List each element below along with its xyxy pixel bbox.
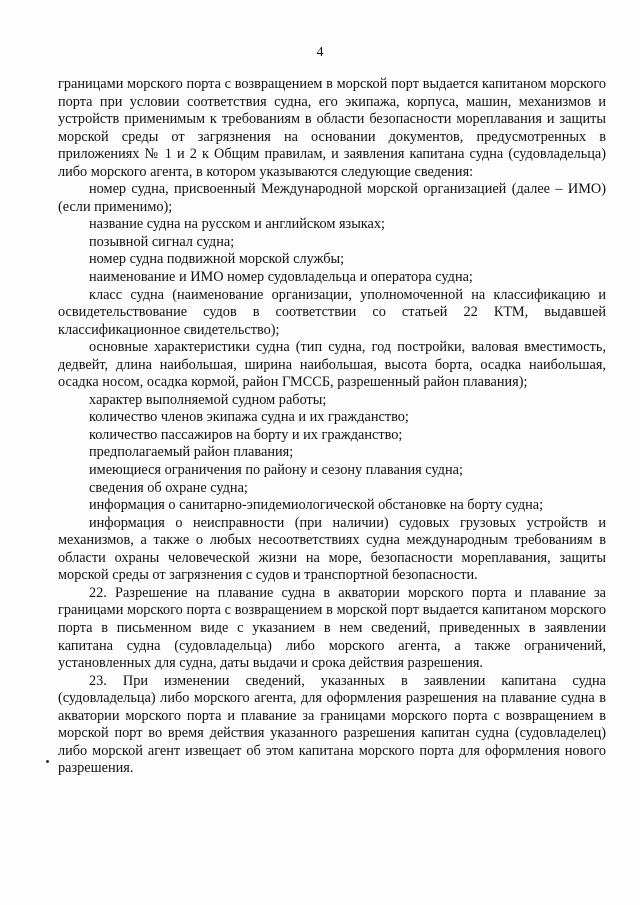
list-item-malfunctions: информация о неисправности (при наличии) судовых грузовых устройств и механизмов, а также о любых несоответствиях судна международным требованиям в области охраны человеческой жизни на море, безопасности мореплавания, защиты морской среды от загрязнения с судов и транспортной безопасности. [58, 514, 606, 584]
list-item-crew: количество членов экипажа судна и их гражданство; [89, 409, 409, 426]
list-item-sanitary: информация о санитарно-эпидемиологической обстановке на борту судна; [89, 497, 544, 514]
list-item-security: сведения об охране судна; [89, 479, 248, 496]
list-item-restrictions: имеющиеся ограничения по району и сезону плавания судна; [89, 462, 463, 479]
list-item-imo-number: номер судна, присвоенный Международной морской организацией (далее – ИМО) (если применимо); [58, 181, 606, 215]
list-item-vessel-class: класс судна (наименование организации, уполномоченной на классификацию и освидетельствование судов в соответствии со статьей 22 КТМ, выдавшей классификационное свидетельство); [58, 286, 606, 338]
list-item-mobile-service-number: номер судна подвижной морской службы; [89, 251, 345, 268]
paragraph-continuation: границами морского порта с возвращением в морской порт выдается капитаном морского порта при условии соответствия судна, его экипажа, корпуса, машин, механизмов и устройств применимым к требованиям в области безопасности мореплавания и защиты морской среды от загрязнения на основании документов, предусмотренных в приложениях № 1 и 2 к Общим правилам, и заявления капитана судна (судовладельца) либо морского агента, в котором указываются следующие сведения: [58, 76, 606, 180]
clause-22: 22. Разрешение на плавание судна в акватории морского порта и плавание за границами морского порта с возвращением в морской порт выдается капитаном морского порта в письменном виде с указанием в нем сведений, приведенных в заявлении капитана судна (судовладельца) либо морского агента, а также ограничений, установленных для судна, даты выдачи и срока действия разрешения. [58, 584, 606, 672]
list-item-owner-operator: наименование и ИМО номер судовладельца и оператора судна; [89, 269, 473, 286]
list-item-work-type: характер выполняемой судном работы; [89, 391, 327, 408]
list-item-passengers: количество пассажиров на борту и их гражданство; [89, 426, 403, 443]
page-number: 4 [316, 45, 324, 60]
clause-23: 23. При изменении сведений, указанных в заявлении капитана судна (судовладельца) либо морского агента, для оформления разрешения на плавание судна в акватории морского порта и плавание за границами морского порта с возвращением в морской порт во время действия указанного разрешения капитан судна (судовладелец) либо морской агент извещает об этом капитана морского порта для оформления нового разрешения. [58, 672, 606, 777]
list-item-main-characteristics: основные характеристики судна (тип судна, год постройки, валовая вместимость, дедвейт, длина наибольшая, ширина наибольшая, высота борта, осадка наибольшая, осадка носом, осадка кормой, район ГМССБ, разрешенный район плавания); [58, 339, 606, 391]
list-item-navigation-area: предполагаемый район плавания; [89, 444, 294, 461]
scan-dot-mark [46, 760, 49, 763]
list-item-vessel-name: название судна на русском и английском языках; [89, 216, 385, 233]
list-item-call-sign: позывной сигнал судна; [89, 233, 235, 250]
document-body [58, 76, 606, 778]
